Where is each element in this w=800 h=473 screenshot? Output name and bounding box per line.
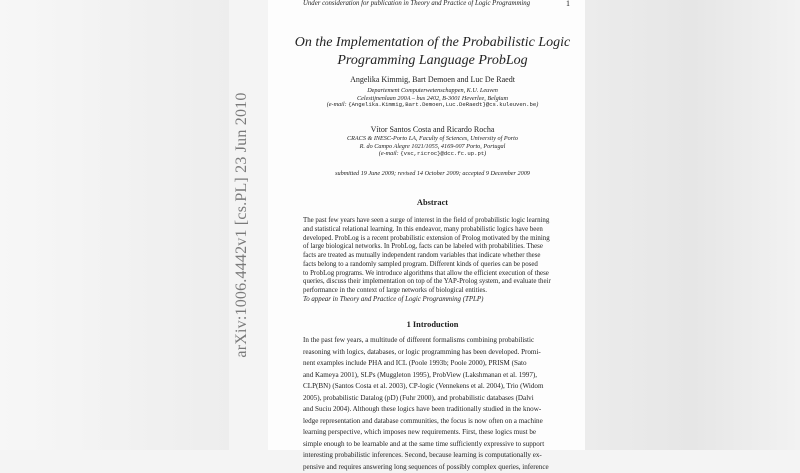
email-1-address[interactable]: {Angelika.Kimmig,Bart.Demoen,Luc.DeRaedt}@cs.kuleuven.be [348, 101, 536, 108]
publication-note: To appear in Theory and Practice of Logic Programming (TPLP) [303, 296, 573, 305]
submission-dates: submitted 19 June 2009; revised 14 October 2009; accepted 9 December 2009 [290, 170, 575, 177]
running-header: Under consideration for publication in Theory and Practice of Logic Programming [303, 0, 533, 7]
affiliation-2 [290, 135, 575, 150]
arxiv-stamp: arXiv:1006.4442v1 [cs.PL] 23 Jun 2010 [233, 92, 251, 357]
right-margin-background [585, 0, 800, 450]
intro-line: nent examples include PHA and ICL (Poole 1993b; Poole 2000), PRISM (Sato [303, 358, 574, 370]
intro-line: In the past few years, a multitude of different formalisms combining probabilistic [303, 335, 574, 347]
affiliation-2-line-2: R. do Campo Alegre 1021/1055, 4169-007 Porto, Portugal [290, 143, 575, 151]
author-group-1: Angelika Kimmig, Bart Demoen and Luc De Raedt [290, 75, 575, 84]
email-2-suffix: ) [484, 150, 486, 157]
affiliation-1-line-1: Departement Computerwetenschappen, K.U. Leuven [290, 87, 575, 95]
intro-line: CLP(BN) (Santos Costa et al. 2003), CP-logic (Vennekens et al. 2004), Trio (Widom [303, 381, 574, 393]
abstract-line: of large biological networks. In ProbLog, facts can be labeled with probabilities. These [303, 243, 573, 252]
abstract-text [303, 217, 573, 305]
introduction-text [303, 335, 574, 473]
abstract-line: facts belong to a randomly sampled program. Different kinds of queries can be posed [303, 261, 573, 270]
intro-line: and Kameya 2001), SLPs (Muggleton 1995), ProbView (Lakshmanan et al. 1997), [303, 370, 574, 382]
affiliation-2-line-1: CRACS & INESC-Porto LA, Faculty of Sciences, University of Porto [290, 135, 575, 143]
intro-line: 2005), probabilistic Datalog (pD) (Fuhr 2000), and probabilistic databases (Dalvi [303, 393, 574, 405]
email-1 [290, 101, 575, 109]
intro-line: and Suciu 2004). Although these logics have been traditionally studied in the know- [303, 404, 574, 416]
left-margin-background [0, 0, 229, 450]
intro-line: ledge representation and database communities, the focus is now often on a machine [303, 416, 574, 428]
abstract-line: facts are treated as mutually independent random variables that indicate whether these [303, 252, 573, 261]
abstract-heading: Abstract [290, 198, 575, 207]
affiliation-1-line-2: Celestijnenlaan 200A – bus 2402, B-3001 Heverlee, Belgium [290, 95, 575, 103]
section-heading-introduction: 1 Introduction [290, 320, 575, 329]
paper-title [290, 34, 575, 70]
page-number: 1 [566, 0, 570, 8]
intro-line: interesting probabilistic inferences. Second, because learning is computationally ex- [303, 450, 574, 462]
intro-line: pensive and requires answering long sequences of possibly complex queries, inference [303, 462, 574, 473]
abstract-line: The past few years have seen a surge of interest in the field of probabilistic logic learning [303, 217, 573, 226]
abstract-line: and statistical relational learning. In this endeavor, many probabilistic logics have been [303, 226, 573, 235]
intro-line: simple enough to be learnable and at the same time sufficiently expressive to support [303, 439, 574, 451]
abstract-line: developed. ProbLog is a recent probabilistic extension of Prolog motivated by the mining [303, 235, 573, 244]
email-2-prefix: (e-mail: [379, 150, 400, 157]
intro-line: reasoning with logics, databases, or logic programming has been developed. Promi- [303, 347, 574, 359]
title-line-2: Programming Language ProbLog [290, 52, 575, 70]
email-1-suffix: ) [536, 101, 538, 108]
intro-line: learning perspective, which imposes new requirements. First, these logics must be [303, 427, 574, 439]
email-2-address[interactable]: {vsc,ricroc}@dcc.fc.up.pt [400, 150, 484, 157]
title-line-1: On the Implementation of the Probabilistic Logic [290, 34, 575, 52]
email-1-prefix: (e-mail: [327, 101, 348, 108]
email-2 [290, 150, 575, 158]
abstract-line: queries, discuss their implementation on top of the YAP-Prolog system, and evaluate their [303, 278, 573, 287]
abstract-line: to ProbLog programs. We introduce algorithms that allow the efficient execution of these [303, 270, 573, 279]
affiliation-1 [290, 87, 575, 102]
abstract-line: performance in the context of large networks of biological entities. [303, 287, 573, 296]
author-group-2: Vítor Santos Costa and Ricardo Rocha [290, 125, 575, 134]
